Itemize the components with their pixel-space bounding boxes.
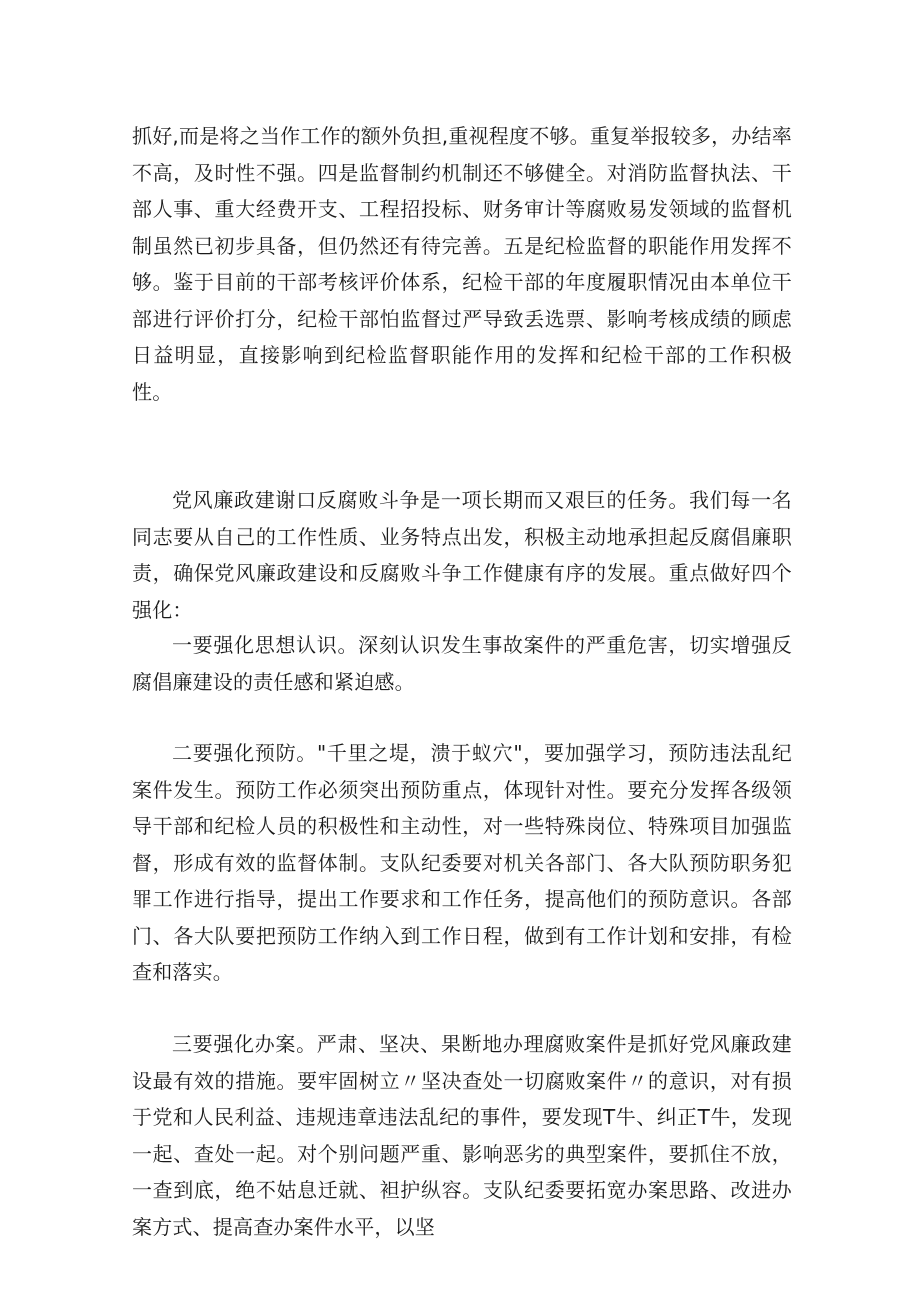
paragraph-point-two: 二要强化预防。"千里之堤，溃于蚁穴"，要加强学习，预防违法乱纪案件发生。预防工作必须突出预防重点，体现针对性。要充分发挥各级领导干部和纪检人员的积极性和主动性，对一些特殊岗位、特殊项目加强监督，形成有效的监督体制。支队纪委要对机关各部门、各大队预防职务犯罪工作进行指导，提出工作要求和工作任务，提高他们的预防意识。各部门、各大队要把预防工作纳入到工作日程，做到有工作计划和安排，有检查和落实。 [132,741,792,984]
paragraph-point-one: 一要强化思想认识。深刻认识发生事故案件的严重危害，切实增强反腐倡廉建设的责任感和紧迫感。 [132,633,792,694]
paragraph-intro: 党风廉政建谢口反腐败斗争是一项长期而又艰巨的任务。我们每一名同志要从自己的工作性质、业务特点出发，积极主动地承担起反腐倡廉职责，确保党风廉政建设和反腐败斗争工作健康有序的发展。重点做好四个强化： [132,488,792,622]
paragraph-continuation: 抓好,而是将之当作工作的额外负担,重视程度不够。重复举报较多，办结率不高，及时性不强。四是监督制约机制还不够健全。对消防监督执法、干部人事、重大经费开支、工程招投标、财务审计等腐败易发领域的监督机制虽然已初步具备，但仍然还有待完善。五是纪检监督的职能作用发挥不够。鉴于目前的干部考核评价体系，纪检干部的年度履职情况由本单位干部进行评价打分，纪检干部怕监督过严导致丢选票、影响考核成绩的顾虑日益明显，直接影响到纪检监督职能作用的发挥和纪检干部的工作积极性。 [132,124,792,404]
paragraph-point-three: 三要强化办案。严肃、坚决、果断地办理腐败案件是抓好党风廉政建设最有效的措施。要牢固树立〃坚决查处一切腐败案件〃的意识，对有损于党和人民利益、违规违章违法乱纪的事件，要发现T牛、纠正T牛，发现一起、查处一起。对个别问题严重、影响恶劣的典型案件，要抓住不放，一查到底，绝不姑息迁就、袒护纵容。支队纪委要拓宽办案思路、改进办案方式、提高查办案件水平，以坚 [132,1032,792,1239]
